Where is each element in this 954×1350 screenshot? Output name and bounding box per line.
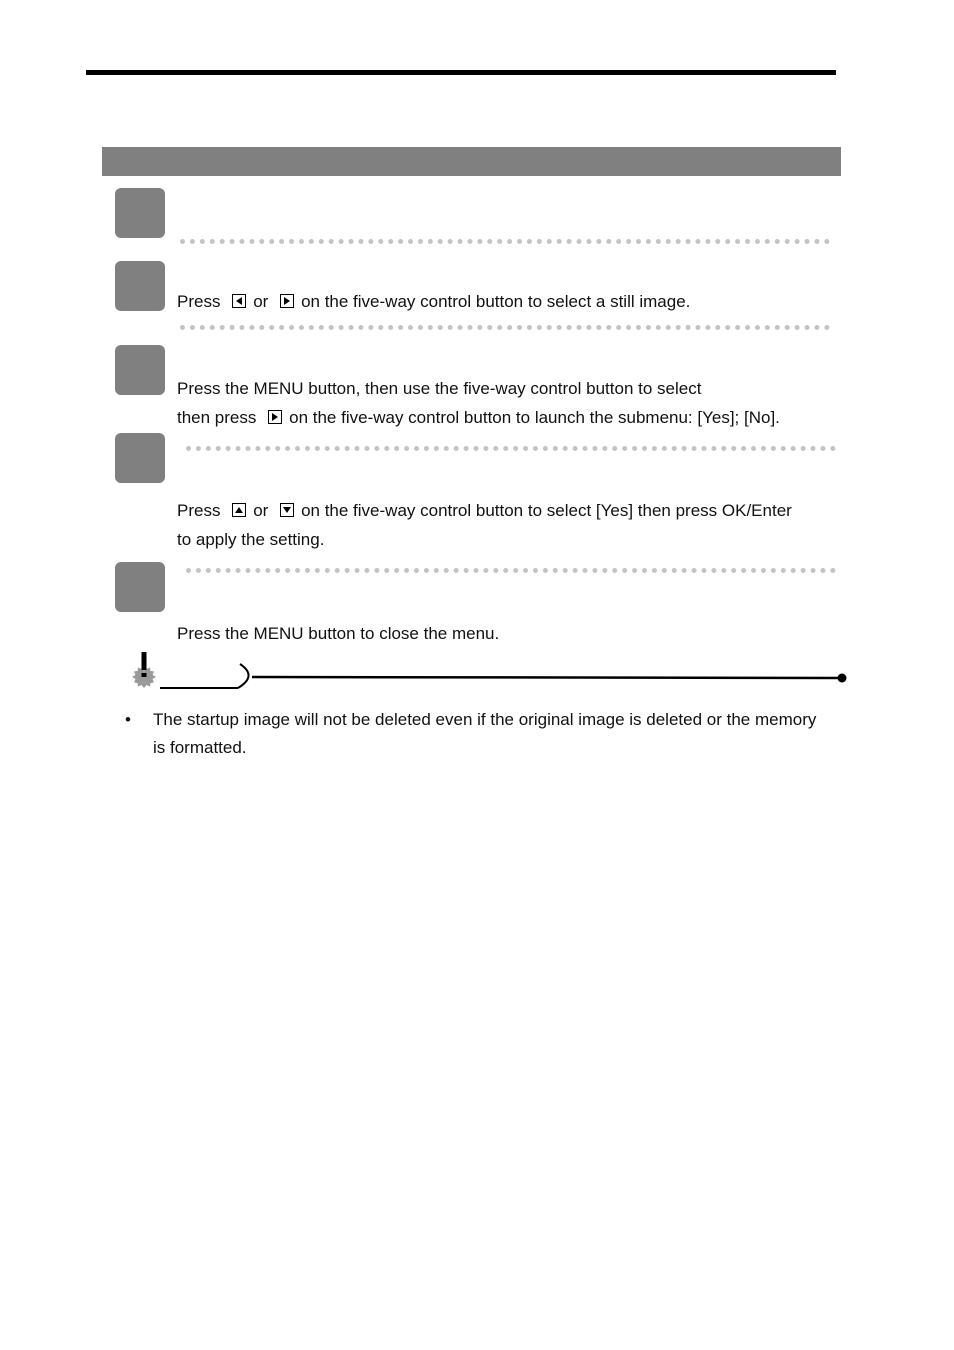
header-rule [86,70,836,75]
caution-note-icon [128,650,160,695]
triangle-down-key-icon [280,503,294,517]
step-4-line-1 [177,496,792,525]
note-list [125,706,825,762]
step-3-marker [115,345,165,395]
step-4-line-2 [177,525,324,554]
step-4-marker [115,433,165,483]
step-3-text-2b: on the five-way control button to launch the submenu: [Yes]; [No]. [289,408,780,427]
step-divider [180,239,830,250]
step-4-text-b: on the five-way control button to select [Yes] then press OK/Enter [301,501,792,520]
step-4-text-2: to apply the setting. [177,530,325,549]
step-1-marker [115,188,165,238]
step-5-line-1 [177,619,499,648]
step-divider [186,446,836,457]
step-2-text [177,287,690,316]
triangle-right-key-icon [280,294,294,308]
list-item [125,706,825,762]
triangle-right-key-icon [268,410,282,424]
step-2-marker [115,261,165,311]
step-2-text-b: on the five-way control button to select a still image. [301,292,691,311]
step-3-line-1 [177,374,701,403]
step-2-text-a: Press [177,292,221,311]
section-title-bar [102,147,841,176]
bullet-icon: • [125,710,131,729]
step-3-line-2 [177,403,780,432]
step-2-or: or [253,292,269,311]
step-5-marker [115,562,165,612]
note-divider [160,658,850,703]
step-divider [180,325,830,336]
triangle-left-key-icon [232,294,246,308]
triangle-up-key-icon [232,503,246,517]
step-5-text: Press the MENU button to close the menu. [177,624,500,643]
note-text: The startup image will not be deleted even if the original image is deleted or the memory is formatted. [153,710,817,757]
step-3-text-2a: then press [177,408,257,427]
step-divider [186,568,836,579]
step-4-or: or [253,501,269,520]
step-3-text-1: Press the MENU button, then use the five-way control button to select [177,379,702,398]
step-4-text-a: Press [177,501,221,520]
